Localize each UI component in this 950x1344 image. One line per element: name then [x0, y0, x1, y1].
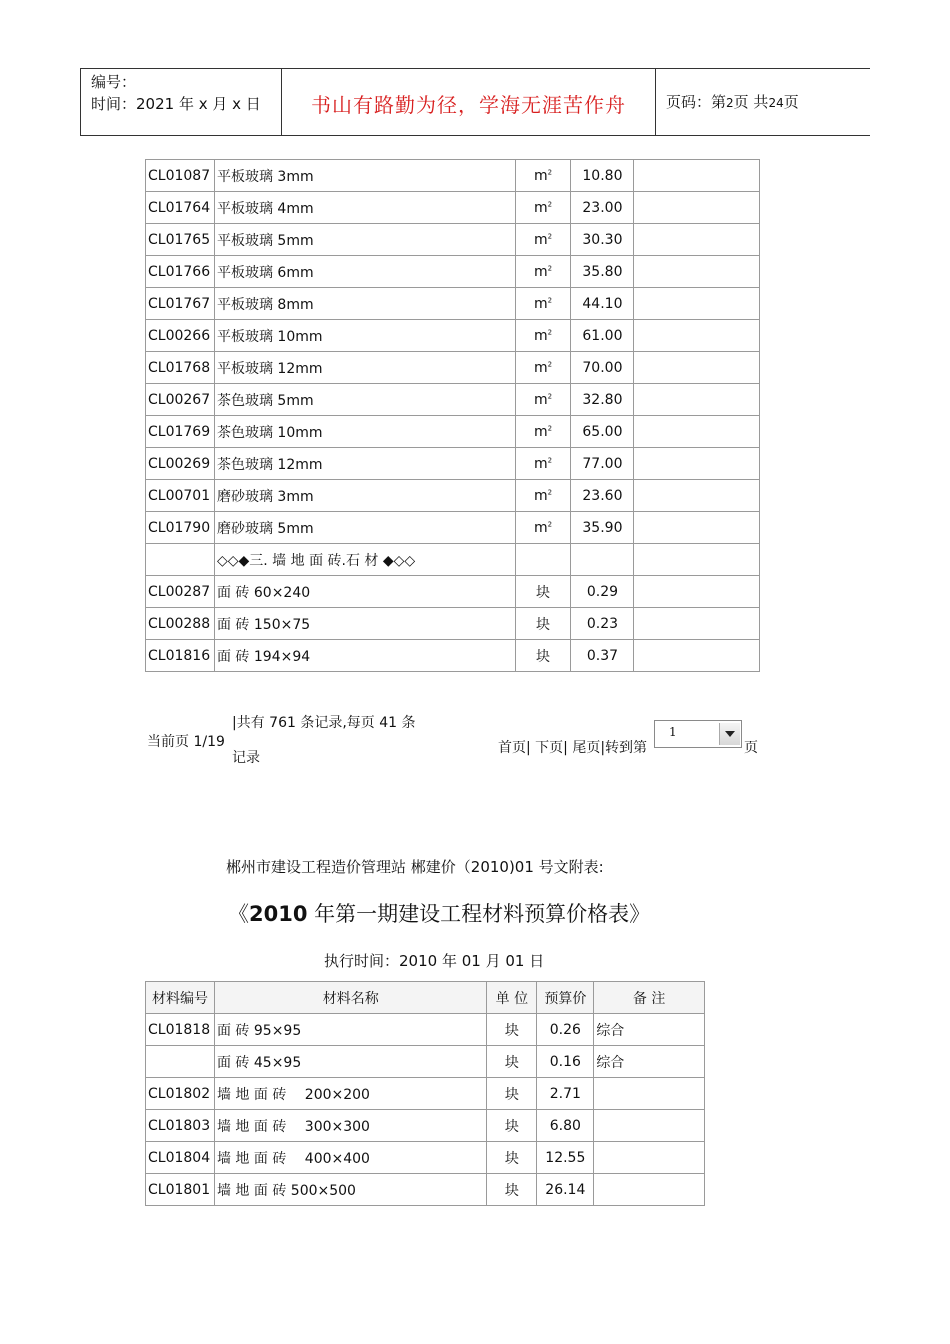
chevron-down-icon[interactable] [719, 723, 740, 745]
material-unit: 块 [515, 576, 571, 608]
material-note [634, 544, 760, 576]
material-unit: $m^2$ [515, 256, 571, 288]
material-price [571, 544, 634, 576]
material-price: 26.14 [537, 1174, 594, 1206]
pager-total-line2: 记录 [232, 750, 260, 766]
unit-superscript: 2 [547, 519, 553, 528]
material-note [634, 448, 760, 480]
material-code [146, 1046, 215, 1078]
material-code: CL00267 [146, 384, 215, 416]
material-unit: 块 [487, 1142, 537, 1174]
material-price: 0.26 [537, 1014, 594, 1046]
title-text: 年第一期建设工程材料预算价格表》 [307, 902, 651, 926]
material-name: 平板玻璃 8mm [214, 288, 515, 320]
material-name: 面 砖 150×75 [214, 608, 515, 640]
header-motto: 书山有路勤为径，学海无涯苦作舟 [311, 93, 626, 117]
material-code: CL01769 [146, 416, 215, 448]
material-name: 面 砖 45×95 [214, 1046, 486, 1078]
material-note [594, 1110, 705, 1142]
material-unit: 块 [487, 1014, 537, 1046]
material-note [634, 320, 760, 352]
page-number [656, 69, 871, 135]
material-note [594, 1142, 705, 1174]
material-name: 墙 地 面 砖 200×200 [214, 1078, 486, 1110]
material-unit: $m^2$ [515, 416, 571, 448]
page-suffix: 页 [783, 93, 799, 111]
material-unit: $m^2$ [515, 352, 571, 384]
material-unit: 块 [515, 608, 571, 640]
material-unit [515, 544, 571, 576]
unit-superscript: 2 [547, 231, 553, 240]
material-name: 墙 地 面 砖 400×400 [214, 1142, 486, 1174]
material-code: CL01803 [146, 1110, 215, 1142]
table-row [146, 192, 760, 224]
material-unit: 块 [487, 1046, 537, 1078]
material-note [634, 416, 760, 448]
material-name: 磨砂玻璃 5mm [214, 512, 515, 544]
pager-nav-links[interactable]: 首页| 下页| 尾页|转到第 [498, 740, 648, 756]
section-row [146, 544, 760, 576]
material-note [594, 1174, 705, 1206]
material-code: CL01765 [146, 224, 215, 256]
material-unit: $m^2$ [515, 224, 571, 256]
table-row [146, 352, 760, 384]
table-row [146, 1046, 705, 1078]
unit-superscript: 2 [547, 455, 553, 464]
material-name: 面 砖 60×240 [214, 576, 515, 608]
material-note [634, 160, 760, 192]
material-code: CL00266 [146, 320, 215, 352]
material-code: CL01816 [146, 640, 215, 672]
material-price: 0.37 [571, 640, 634, 672]
material-price: 65.00 [571, 416, 634, 448]
title-open: 《 [228, 902, 249, 926]
material-price: 23.00 [571, 192, 634, 224]
table-row [146, 256, 760, 288]
material-price: 2.71 [537, 1078, 594, 1110]
material-note [634, 384, 760, 416]
material-note [634, 576, 760, 608]
material-note [634, 640, 760, 672]
material-code: CL01766 [146, 256, 215, 288]
page-select[interactable] [654, 720, 742, 748]
unit-superscript: 2 [547, 199, 553, 208]
material-price: 12.55 [537, 1142, 594, 1174]
material-unit: 块 [515, 640, 571, 672]
page-current: 2 [726, 96, 734, 110]
material-name: 平板玻璃 12mm [214, 352, 515, 384]
material-note [634, 480, 760, 512]
page-prefix: 页码：第 [666, 93, 727, 111]
material-note [594, 1078, 705, 1110]
unit-superscript: 2 [547, 167, 553, 176]
material-note [634, 352, 760, 384]
table-row [146, 1014, 705, 1046]
material-code: CL01802 [146, 1078, 215, 1110]
table-row [146, 1110, 705, 1142]
table-row [146, 384, 760, 416]
material-code: CL01801 [146, 1174, 215, 1206]
material-code: CL01764 [146, 192, 215, 224]
table-row [146, 640, 760, 672]
table-row [146, 1174, 705, 1206]
material-name: 平板玻璃 6mm [214, 256, 515, 288]
material-name: 面 砖 95×95 [214, 1014, 486, 1046]
exec-time: 执行时间：2010 年 01 月 01 日 [324, 952, 545, 970]
header-motto-cell [282, 69, 656, 135]
material-code: CL01804 [146, 1142, 215, 1174]
pager-total-line1: |共有 761 条记录,每页 41 条 [232, 715, 416, 731]
table-row [146, 608, 760, 640]
code-label: 编号： [91, 73, 137, 91]
materials-table-2 [145, 981, 705, 1206]
section-title: ◇◇◆三. 墙 地 面 砖.石 材 ◆◇◇ [214, 544, 515, 576]
material-price: 0.23 [571, 608, 634, 640]
page-total: 24 [768, 96, 784, 110]
column-header: 备 注 [594, 982, 705, 1014]
material-name: 平板玻璃 3mm [214, 160, 515, 192]
unit-superscript: 2 [547, 391, 553, 400]
material-code: CL00701 [146, 480, 215, 512]
material-name: 墙 地 面 砖 300×300 [214, 1110, 486, 1142]
material-note: 综合 [594, 1046, 705, 1078]
material-unit: $m^2$ [515, 320, 571, 352]
material-unit: 块 [487, 1078, 537, 1110]
material-name: 茶色玻璃 10mm [214, 416, 515, 448]
material-name: 平板玻璃 10mm [214, 320, 515, 352]
material-price: 30.30 [571, 224, 634, 256]
material-price: 44.10 [571, 288, 634, 320]
material-unit: $m^2$ [515, 160, 571, 192]
material-note [634, 256, 760, 288]
material-note [634, 512, 760, 544]
doc-title [228, 898, 650, 928]
unit-superscript: 2 [547, 487, 553, 496]
material-name: 平板玻璃 5mm [214, 224, 515, 256]
column-header: 材料编号 [146, 982, 215, 1014]
page-select-value: 1 [669, 725, 677, 739]
issuer-line: 郴州市建设工程造价管理站 郴建价（2010)01 号文附表: [226, 858, 604, 876]
material-unit: $m^2$ [515, 288, 571, 320]
material-unit: 块 [487, 1174, 537, 1206]
unit-superscript: 2 [547, 423, 553, 432]
material-price: 61.00 [571, 320, 634, 352]
material-code: CL00288 [146, 608, 215, 640]
page-mid: 页 共 [733, 93, 769, 111]
material-note: 综合 [594, 1014, 705, 1046]
material-code: CL01790 [146, 512, 215, 544]
table-row [146, 320, 760, 352]
material-unit: $m^2$ [515, 192, 571, 224]
material-unit: $m^2$ [515, 384, 571, 416]
material-code: CL01087 [146, 160, 215, 192]
material-price: 23.60 [571, 480, 634, 512]
header-meta [81, 69, 282, 135]
table-row [146, 448, 760, 480]
material-unit: $m^2$ [515, 480, 571, 512]
material-name: 茶色玻璃 12mm [214, 448, 515, 480]
table-row [146, 512, 760, 544]
material-code: CL01767 [146, 288, 215, 320]
material-code: CL00287 [146, 576, 215, 608]
table-row [146, 576, 760, 608]
material-code [146, 544, 215, 576]
material-name: 磨砂玻璃 3mm [214, 480, 515, 512]
material-note [634, 224, 760, 256]
column-header: 单 位 [487, 982, 537, 1014]
material-unit: 块 [487, 1110, 537, 1142]
unit-superscript: 2 [547, 359, 553, 368]
material-code: CL00269 [146, 448, 215, 480]
table-header-row [146, 982, 705, 1014]
material-unit: $m^2$ [515, 512, 571, 544]
material-price: 0.29 [571, 576, 634, 608]
material-unit: $m^2$ [515, 448, 571, 480]
material-price: 0.16 [537, 1046, 594, 1078]
material-name: 茶色玻璃 5mm [214, 384, 515, 416]
material-name: 墙 地 面 砖 500×500 [214, 1174, 486, 1206]
material-name: 面 砖 194×94 [214, 640, 515, 672]
material-price: 77.00 [571, 448, 634, 480]
table-row [146, 1142, 705, 1174]
material-price: 35.90 [571, 512, 634, 544]
column-header: 材料名称 [214, 982, 486, 1014]
table-row [146, 224, 760, 256]
title-year: 2010 [249, 902, 308, 926]
material-price: 6.80 [537, 1110, 594, 1142]
material-price: 32.80 [571, 384, 634, 416]
table-row [146, 288, 760, 320]
material-price: 10.80 [571, 160, 634, 192]
materials-table-1 [145, 159, 760, 672]
material-note [634, 192, 760, 224]
table-row [146, 480, 760, 512]
table-row [146, 160, 760, 192]
unit-superscript: 2 [547, 295, 553, 304]
material-code: CL01818 [146, 1014, 215, 1046]
pager-suffix: 页 [744, 740, 758, 756]
material-code: CL01768 [146, 352, 215, 384]
material-note [634, 608, 760, 640]
unit-superscript: 2 [547, 327, 553, 336]
time-label: 时间：2021 年 x 月 x 日 [91, 95, 261, 113]
column-header: 预算价 [537, 982, 594, 1014]
material-price: 35.80 [571, 256, 634, 288]
pager-current: 当前页 1/19 [147, 734, 225, 750]
material-price: 70.00 [571, 352, 634, 384]
page-header [80, 68, 870, 136]
unit-superscript: 2 [547, 263, 553, 272]
table-row [146, 416, 760, 448]
table-row [146, 1078, 705, 1110]
material-name: 平板玻璃 4mm [214, 192, 515, 224]
material-note [634, 288, 760, 320]
